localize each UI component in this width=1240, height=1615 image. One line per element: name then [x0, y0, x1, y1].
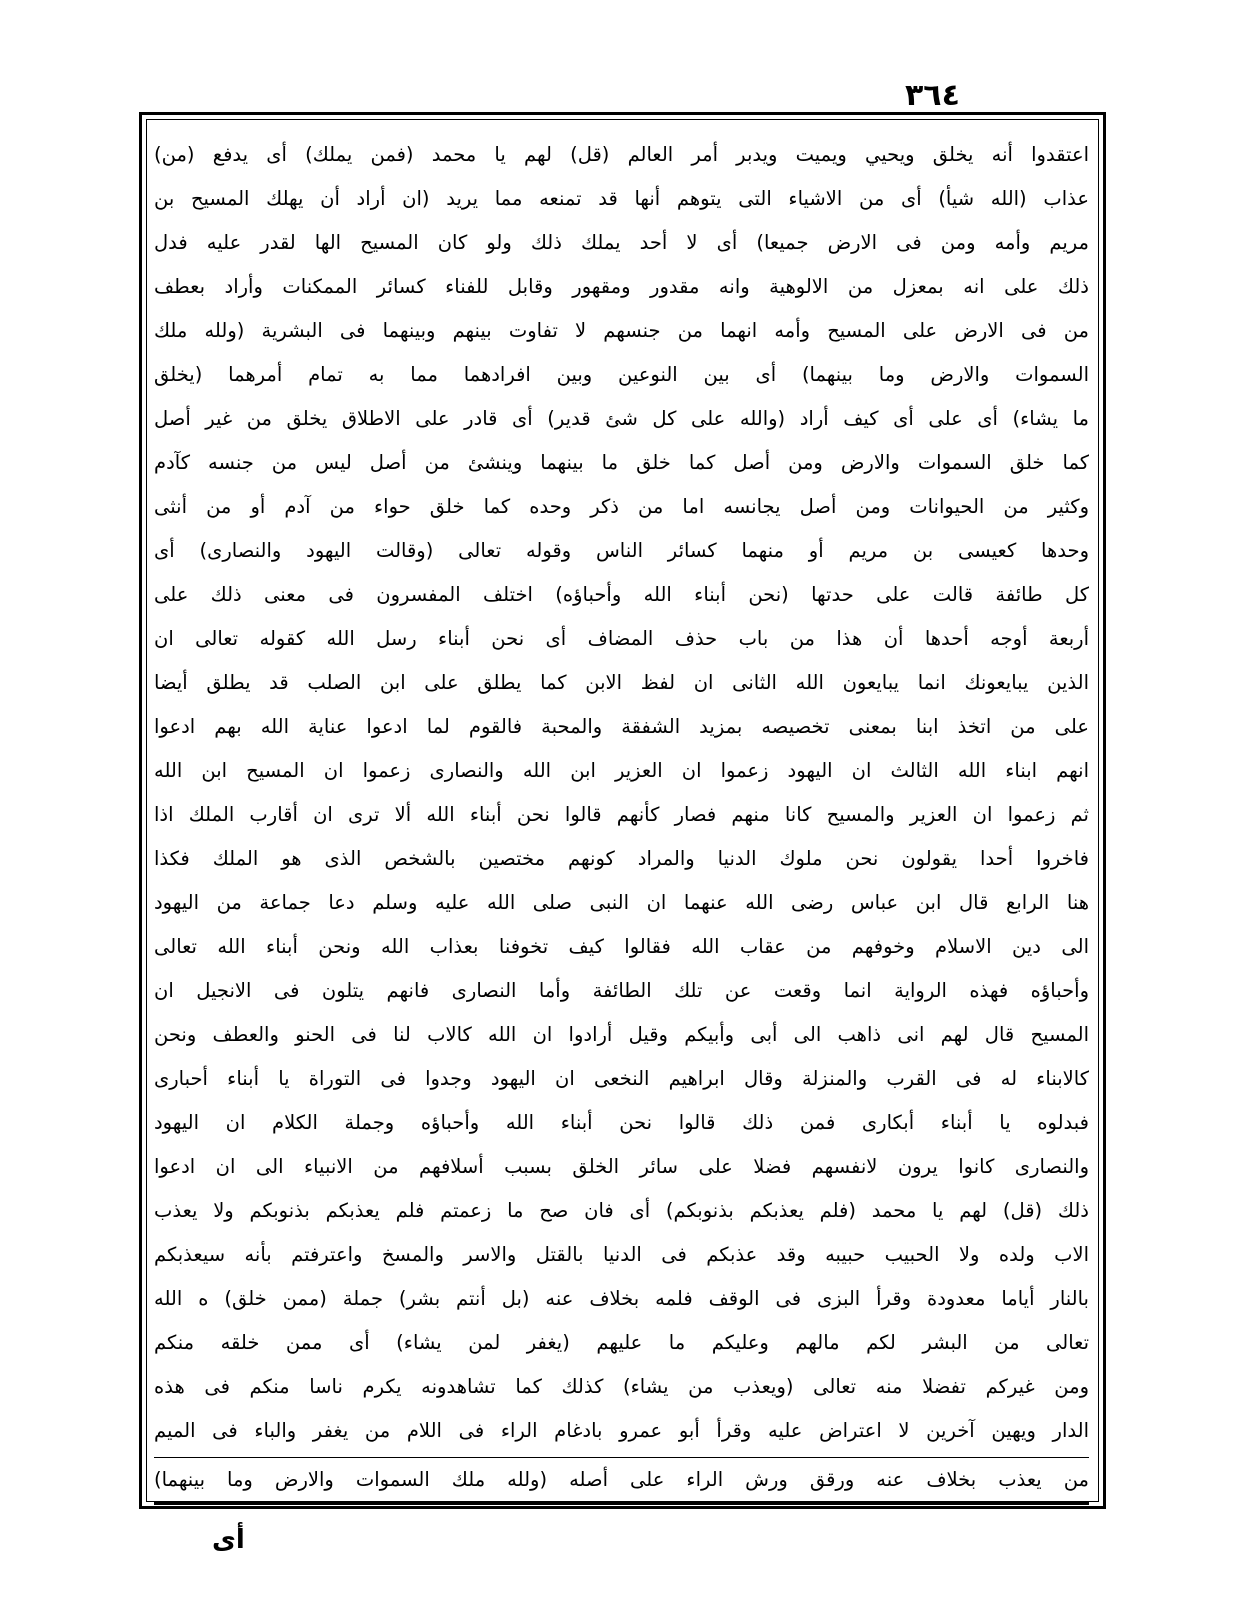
text-line: السموات والارض وما بينهما) أى بين النوعين وبين افرادهما مما به تمام أمرهما (يخلق: [154, 363, 1089, 386]
text-line: ما يشاء) أى على أى كيف أراد (والله على كل شئ قدير) أى قادر على الاطلاق يخلق من غير أصل: [154, 407, 1089, 430]
text-line-last: من يعذب بخلاف عنه ورقق ورش الراء على أصله (ولله ملك السموات والارض وما بينهما): [154, 1457, 1089, 1505]
text-line: كما خلق السموات والارض ومن أصل كما خلق ما بينهما وينشئ من أصل ليس من جنسه كآدم: [154, 451, 1089, 474]
text-line: كل طائفة قالت على حدتها (نحن أبناء الله وأحباؤه) اختلف المفسرون فى معنى ذلك على: [154, 583, 1089, 606]
text-line: ذلك على انه بمعزل من الالوهية وانه مقدور ومقهور وقابل للفناء كسائر الممكنات وأراد بعطف: [154, 275, 1089, 298]
text-line: على من اتخذ ابنا بمعنى تخصيصه بمزيد الشفقة والمحبة فالقوم لما ادعوا عناية الله بهم ادعوا: [154, 715, 1089, 738]
text-line: وأحباؤه فهذه الرواية انما وقعت عن تلك الطائفة وأما النصارى فانهم يتلون فى الانجيل ان: [154, 979, 1089, 1002]
page-number: ٣٦٤: [905, 78, 960, 113]
text-line: هنا الرابع قال ابن عباس رضى الله عنهما ان النبى صلى الله عليه وسلم دعا جماعة من اليهود: [154, 891, 1089, 914]
text-line: من فى الارض على المسيح وأمه انهما من جنسهم لا تفاوت بينهم وبينهما فى البشرية (ولله ملك: [154, 319, 1089, 342]
text-line: أربعة أوجه أحدها أن هذا من باب حذف المضاف أى نحن أبناء رسل الله كقوله تعالى ان: [154, 627, 1089, 650]
text-line: انهم ابناء الله الثالث ان اليهود زعموا ان العزير ابن الله والنصارى زعموا ان المسيح ابن الله: [154, 759, 1089, 782]
text-line: الاب ولده ولا الحبيب حبيبه وقد عذبكم فى الدنيا بالقتل والاسر والمسخ واعترفتم بأنه سيعذبكم: [154, 1243, 1089, 1266]
text-line: ثم زعموا ان العزير والمسيح كانا منهم فصار كأنهم قالوا نحن أبناء الله ألا ترى ان أقارب الملك اذا: [154, 803, 1089, 826]
text-line: فاخروا أحدا يقولون نحن ملوك الدنيا والمراد كونهم مختصين بالشخص الذى هو الملك فكذا: [154, 847, 1089, 870]
text-line: اعتقدوا أنه يخلق ويحيي ويميت ويدبر أمر العالم (قل) لهم يا محمد (فمن يملك) أى يدفع (من): [154, 143, 1089, 166]
text-line: وكثير من الحيوانات ومن أصل يجانسه اما من ذكر وحده كما خلق حواء من آدم أو من أنثى: [154, 495, 1089, 518]
text-line: عذاب (الله شيأ) أى من الاشياء التى يتوهم أنها قد تمنعه مما يريد (ان أراد أن يهلك المسيح بن: [154, 187, 1089, 210]
text-line: ذلك (قل) لهم يا محمد (فلم يعذبكم بذنوبكم) أى فان صح ما زعمتم فلم يعذبكم بذنوبكم ولا يعذب: [154, 1199, 1089, 1222]
text-line: مريم وأمه ومن فى الارض جميعا) أى لا أحد يملك ذلك ولو كان المسيح الها لقدر عليه فدل: [154, 231, 1089, 254]
text-line: المسيح قال لهم انى ذاهب الى أبى وأبيكم وقيل أرادوا ان الله كالاب لنا فى الحنو والعطف ونحن: [154, 1023, 1089, 1046]
text-line: تعالى من البشر لكم مالهم وعليكم ما عليهم (يغفر لمن يشاء) أى ممن خلقه منكم: [154, 1331, 1089, 1354]
text-line: الذين يبايعونك انما يبايعون الله الثانى ان لفظ الابن كما يطلق على ابن الصلب قد يطلق أيضا: [154, 671, 1089, 694]
text-block: [154, 133, 1089, 1505]
text-line: كالابناء له فى القرب والمنزلة وقال ابراهيم النخعى ان اليهود وجدوا فى التوراة يا أبناء أحبارى: [154, 1067, 1089, 1090]
page-frame: [139, 112, 1106, 1509]
text-line: الدار ويهين آخرين لا اعتراض عليه وقرأ أبو عمرو بادغام الراء فى اللام من يغفر والباء فى الميم: [154, 1419, 1089, 1442]
catchword: أى: [212, 1525, 245, 1555]
text-line: والنصارى كانوا يرون لانفسهم فضلا على سائر الخلق بسبب أسلافهم من الانبياء الى ان ادعوا: [154, 1155, 1089, 1178]
text-line: وحدها كعيسى بن مريم أو منهما كسائر الناس وقوله تعالى (وقالت اليهود والنصارى) أى: [154, 539, 1089, 562]
text-line: بالنار أياما معدودة وقرأ البزى فى الوقف فلمه بخلاف عنه (بل أنتم بشر) جملة (ممن خلق) ه الله: [154, 1287, 1089, 1310]
text-line: ومن غيركم تفضلا منه تعالى (ويعذب من يشاء) كذلك كما تشاهدونه يكرم ناسا منكم فى هذه: [154, 1375, 1089, 1398]
text-line: الى دين الاسلام وخوفهم من عقاب الله فقالوا كيف تخوفنا بعذاب الله ونحن أبناء الله تعالى: [154, 935, 1089, 958]
text-line: فبدلوه يا أبناء أبكارى فمن ذلك قالوا نحن أبناء الله وأحباؤه وجملة الكلام ان اليهود: [154, 1111, 1089, 1134]
